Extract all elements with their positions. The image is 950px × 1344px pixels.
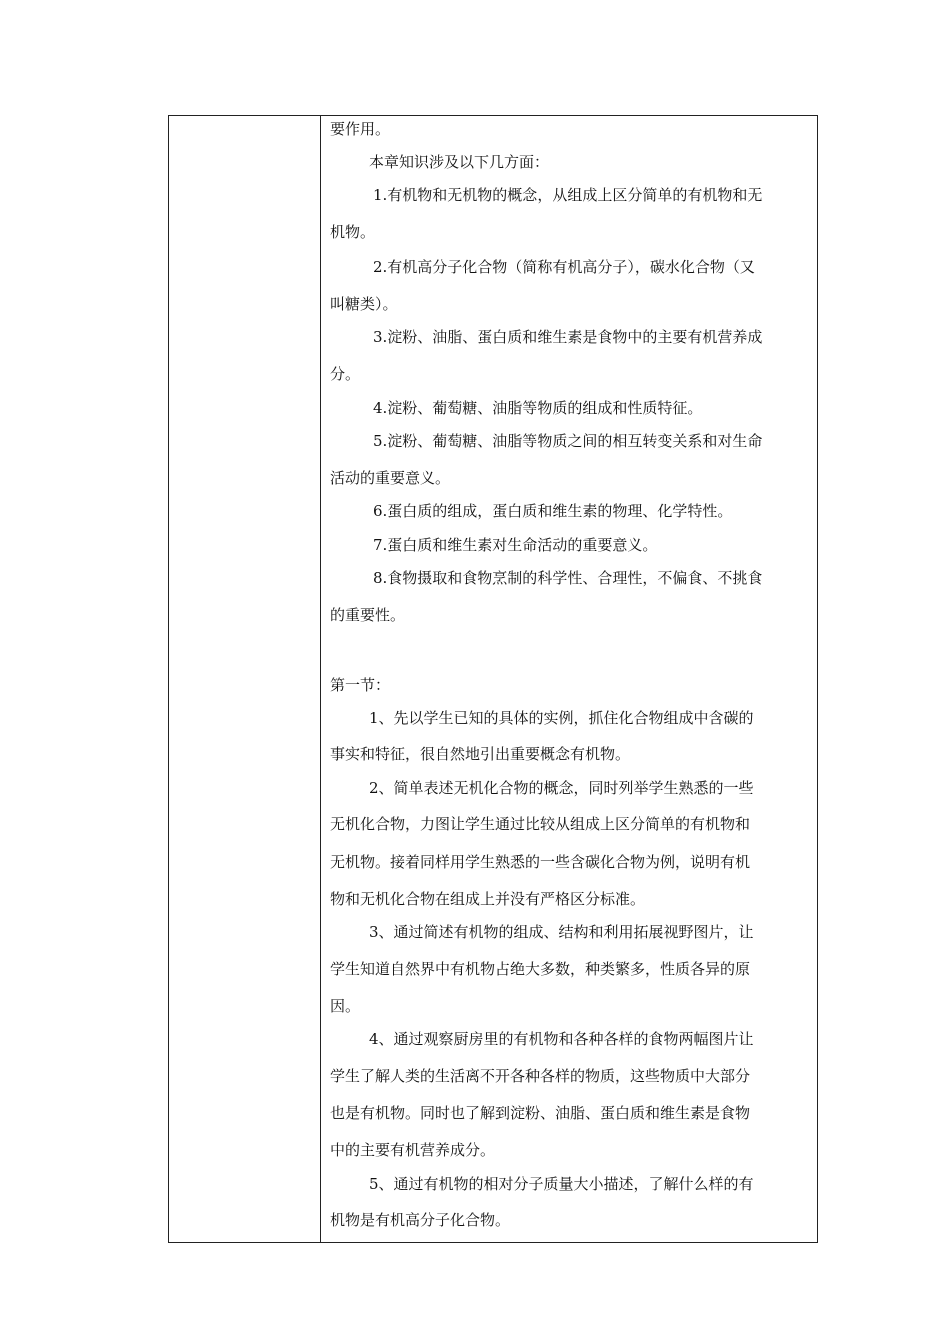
text-line: 4、通过观察厨房里的有机物和各种各样的食物两幅图片让 [369, 1030, 754, 1048]
section-heading: 第一节： [330, 676, 391, 694]
text-line: 本章知识涉及以下几方面： [369, 153, 550, 171]
table-left-cell [169, 116, 321, 1242]
text-line: 事实和特征，很自然地引出重要概念有机物。 [330, 745, 631, 763]
text-line: 1.有机物和无机物的概念，从组成上区分简单的有机物和无 [373, 186, 763, 204]
text-line: 无机化合物，力图让学生通过比较从组成上区分简单的有机物和 [330, 815, 751, 833]
text-line: 1、先以学生已知的具体的实例，抓住化合物组成中含碳的 [369, 709, 754, 727]
text-line: 的重要性。 [330, 606, 406, 624]
text-line: 6.蛋白质的组成，蛋白质和维生素的物理、化学特性。 [373, 502, 733, 520]
text-line: 也是有机物。同时也了解到淀粉、油脂、蛋白质和维生素是食物 [330, 1104, 751, 1122]
text-line: 机物。 [330, 223, 376, 241]
text-line: 3.淀粉、油脂、蛋白质和维生素是食物中的主要有机营养成 [373, 328, 763, 346]
table-right-cell [321, 116, 817, 1242]
text-line: 因。 [330, 997, 361, 1015]
text-line: 无机物。接着同样用学生熟悉的一些含碳化合物为例，说明有机 [330, 853, 751, 871]
text-line: 中的主要有机营养成分。 [330, 1141, 496, 1159]
text-line: 2、简单表述无机化合物的概念，同时列举学生熟悉的一些 [369, 779, 754, 797]
text-line: 4.淀粉、葡萄糖、油脂等物质的组成和性质特征。 [373, 399, 703, 417]
text-line: 活动的重要意义。 [330, 469, 451, 487]
text-line: 叫糖类）。 [330, 295, 398, 313]
text-line: 2.有机高分子化合物（简称有机高分子），碳水化合物（又 [373, 258, 755, 276]
text-line: 学生知道自然界中有机物占绝大多数，种类繁多，性质各异的原 [330, 960, 751, 978]
text-line: 要作用。 [330, 120, 391, 138]
text-line: 7.蛋白质和维生素对生命活动的重要意义。 [373, 536, 658, 554]
text-line: 8.食物摄取和食物烹制的科学性、合理性，不偏食、不挑食 [373, 569, 763, 587]
text-line: 5、通过有机物的相对分子质量大小描述，了解什么样的有 [369, 1175, 754, 1193]
text-line: 分。 [330, 365, 361, 383]
text-line: 物和无机化合物在组成上并没有严格区分标准。 [330, 890, 646, 908]
text-line: 学生了解人类的生活离不开各种各样的物质，这些物质中大部分 [330, 1067, 751, 1085]
text-line: 机物是有机高分子化合物。 [330, 1211, 511, 1229]
text-line: 5.淀粉、葡萄糖、油脂等物质之间的相互转变关系和对生命 [373, 432, 763, 450]
content-table [168, 115, 818, 1243]
text-line: 3、通过简述有机物的组成、结构和利用拓展视野图片，让 [369, 923, 754, 941]
